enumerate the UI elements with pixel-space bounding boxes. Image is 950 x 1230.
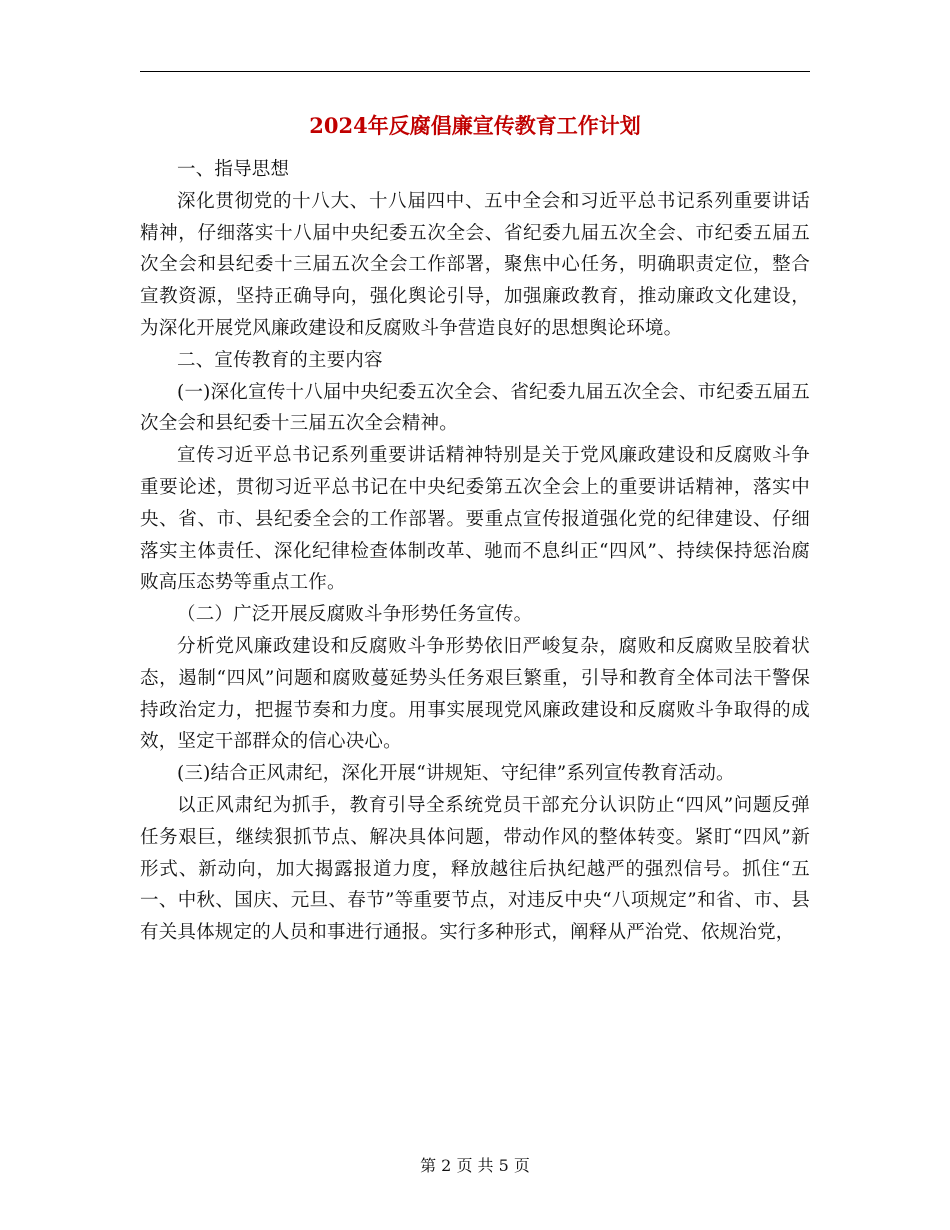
page-number-footer: 第 2 页 共 5 页: [420, 1156, 530, 1175]
subheading-2: （二）广泛开展反腐败斗争形势任务宣传。: [177, 604, 533, 626]
section-heading-guiding-ideology: 一、指导思想: [177, 159, 290, 180]
paragraph-3: 以正风肃纪为抓手，教育引导全系统党员干部充分认识防止“四风”问题反弹任务艰巨，继续狠抓节点、解决具体问题，带动作风的整体转变。紧盯“四风”新形式、新动向，加大揭露报道力度，释放越往后执纪越严的强烈信号。抓住“五一、中秋、国庆、元旦、春节”等重要节点，对违反中央“八项规定”和省、市、县有关具体规定的人员和事进行通报。实行多种形式，阐释从严治党、依规治党，: [140, 794, 810, 944]
paragraph-guiding-ideology: 深化贯彻党的十八大、十八届四中、五中全会和习近平总书记系列重要讲话精神，仔细落实十八届中央纪委五次全会、省纪委九届五次全会、市纪委五届五次全会和县纪委十三届五次全会工作部署，聚焦中心任务，明确职责定位，整合宣教资源，坚持正确导向，强化舆论引导，加强廉政教育，推动廉政文化建设，为深化开展党风廉政建设和反腐败斗争营造良好的思想舆论环境。: [140, 190, 810, 339]
document-body: [140, 154, 810, 949]
subheading-3: (三)结合正风肃纪，深化开展“讲规矩、守纪律”系列宣传教育活动。: [177, 763, 735, 785]
paragraph-2: 分析党风廉政建设和反腐败斗争形势依旧严峻复杂，腐败和反腐败呈胶着状态，遏制“四风”问题和腐败蔓延势头任务艰巨繁重，引导和教育全体司法干警保持政治定力，把握节奏和力度。用事实展现党风廉政建设和反腐败斗争取得的成效，坚定干部群众的信心决心。: [140, 635, 810, 753]
header-rule: [140, 71, 810, 72]
paragraph-1: 宣传习近平总书记系列重要讲话精神特别是关于党风廉政建设和反腐败斗争重要论述，贯彻习近平总书记在中央纪委第五次全会上的重要讲话精神，落实中央、省、市、县纪委全会的工作部署。要重点宣传报道强化党的纪律建设、仔细落实主体责任、深化纪律检查体制改革、驰而不息纠正“四风”、持续保持惩治腐败高压态势等重点工作。: [140, 445, 810, 594]
subheading-1: (一)深化宣传十八届中央纪委五次全会、省纪委九届五次全会、市纪委五届五次全会和县纪委十三届五次全会精神。: [140, 381, 810, 435]
section-heading-main-content: 二、宣传教育的主要内容: [177, 349, 383, 371]
document-title: 2024年反腐倡廉宣传教育工作计划: [309, 113, 641, 138]
